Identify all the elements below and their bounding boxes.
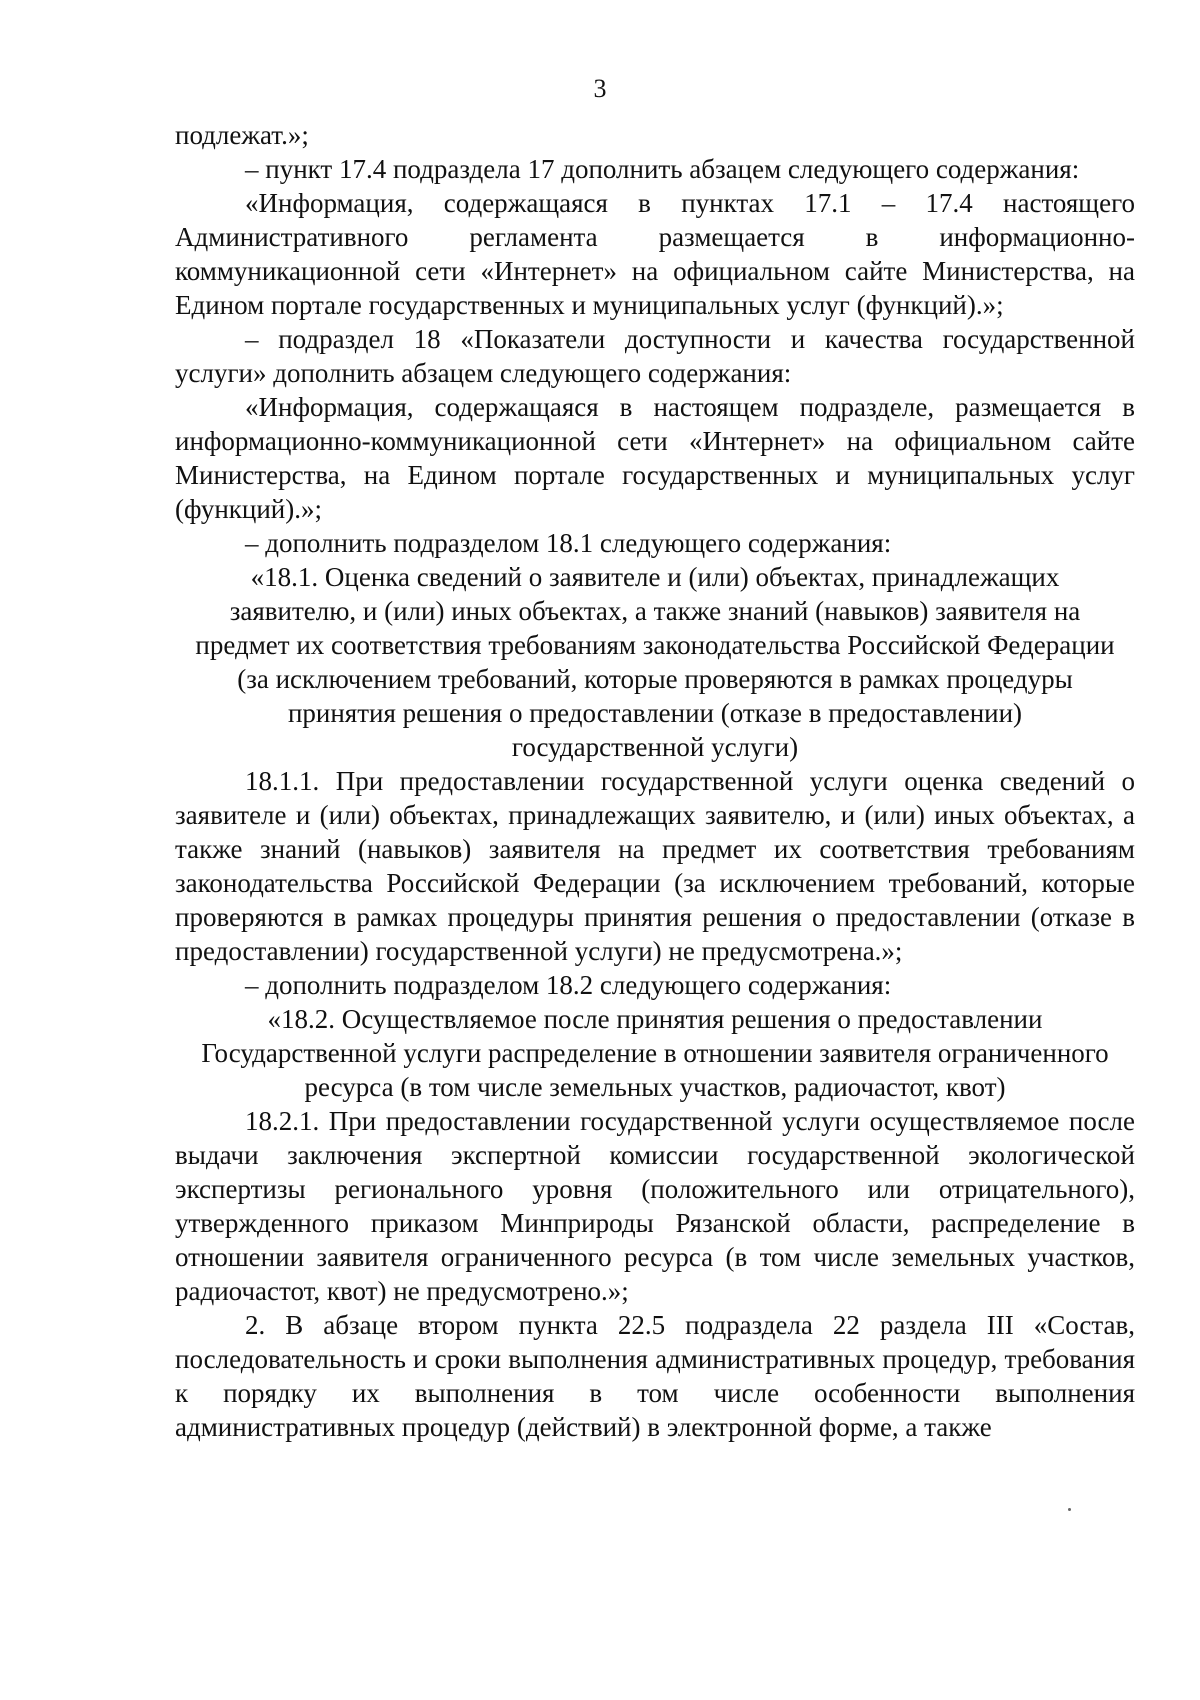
- paragraph: – подраздел 18 «Показатели доступности и качества государственной услуги» дополнить абзацем следующего содержания:: [175, 324, 1135, 388]
- paragraph: 18.1.1. При предоставлении государственной услуги оценка сведений о заявителе и (или) объектах, принадлежащих заявителю, и (или) иных объектах, а также знаний (навыков) заявителя на предмет их соответствия требованиям законодательства Российской Федерации (за исключением требований, которые проверяются в рамках процедуры принятия решения о предоставлении (отказе в предоставлении) государственной услуги) не предусмотрена.»;: [175, 766, 1135, 966]
- paragraph: «Информация, содержащаяся в настоящем подразделе, размещается в информационно-коммуникационной сети «Интернет» на официальном сайте Министерства, на Едином портале государственных и муниципальных услуг (функций).»;: [175, 392, 1135, 524]
- paragraph: «Информация, содержащаяся в пунктах 17.1 – 17.4 настоящего Административного регламента размещается в информационно-коммуникационной сети «Интернет» на официальном сайте Министерства, на Едином портале государственных и муниципальных услуг (функций).»;: [175, 188, 1135, 320]
- paragraph: – дополнить подразделом 18.1 следующего содержания:: [245, 528, 892, 558]
- scan-speck: [1068, 1508, 1071, 1511]
- paragraph: подлежат.»;: [175, 120, 309, 150]
- section-heading: «18.2. Осуществляемое после принятия решения о предоставлении Государственной услуги распределение в отношении заявителя ограниченного ресурса (в том числе земельных участков, радиочастот, квот): [201, 1004, 1109, 1102]
- paragraph: – пункт 17.4 подраздела 17 дополнить абзацем следующего содержания:: [245, 154, 1080, 184]
- paragraph: 18.2.1. При предоставлении государственной услуги осуществляемое после выдачи заключения экспертной комиссии государственной экологической экспертизы регионального уровня (положительного или отрицательного), утвержденного приказом Минприроды Рязанской области, распределение в отношении заявителя ограниченного ресурса (в том числе земельных участков, радиочастот, квот) не предусмотрено.»;: [175, 1106, 1135, 1306]
- section-heading: «18.1. Оценка сведений о заявителе и (или) объектах, принадлежащих заявителю, и (или) иных объектах, а также знаний (навыков) заявителя на предмет их соответствия требованиям законодательства Российской Федерации (за исключением требований, которые проверяются в рамках процедуры принятия решения о предоставлении (отказе в предоставлении) государственной услуги): [195, 562, 1115, 762]
- paragraph: 2. В абзаце втором пункта 22.5 подраздела 22 раздела III «Состав, последовательность и сроки выполнения административных процедур, требования к порядку их выполнения в том числе особенности выполнения административных процедур (действий) в электронной форме, а также: [175, 1310, 1135, 1442]
- document-body: [175, 118, 1135, 1444]
- paragraph: – дополнить подразделом 18.2 следующего содержания:: [245, 970, 892, 1000]
- page-number: 3: [593, 74, 607, 103]
